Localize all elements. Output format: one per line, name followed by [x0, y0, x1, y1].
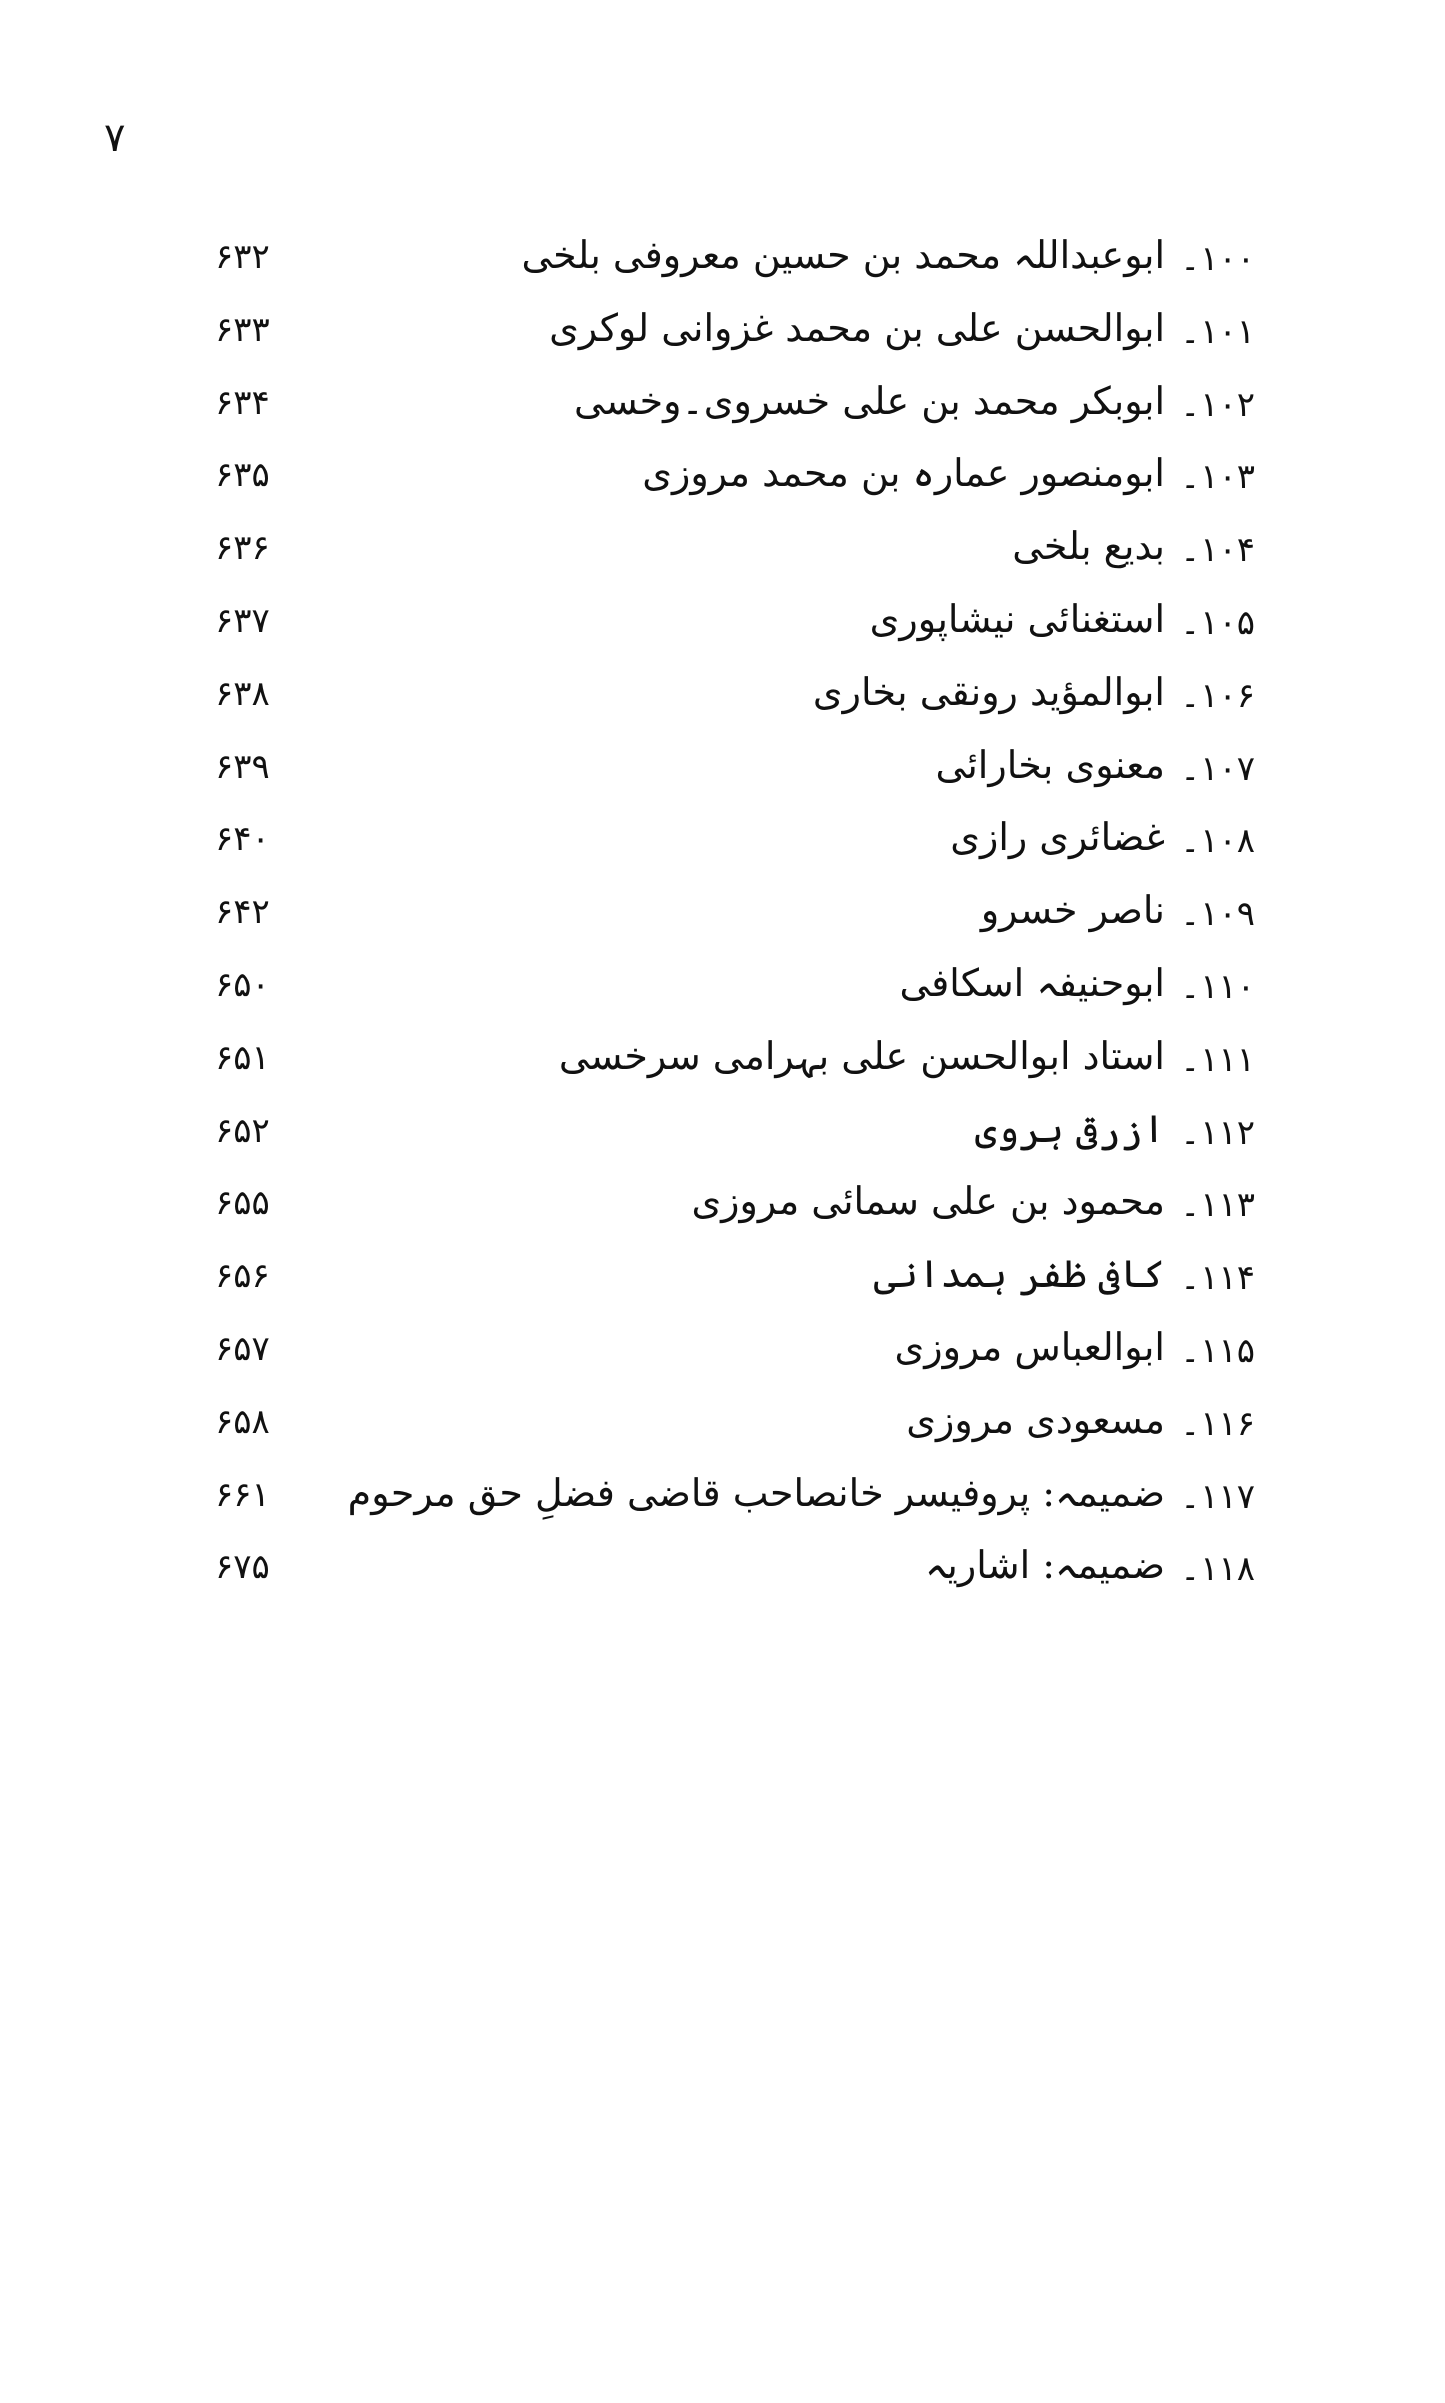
entry-number: ۱۱۲۔: [1180, 1112, 1255, 1153]
toc-entry: [0, 880, 1445, 953]
toc-entry: [0, 1463, 1445, 1536]
entry-page-number: ۶۷۵: [215, 1547, 270, 1588]
entry-number: ۱۱۵۔: [1180, 1330, 1255, 1371]
toc-entry: [0, 589, 1445, 662]
entry-number: ۱۰۷۔: [1180, 748, 1255, 789]
entry-title: استغنائی نیشاپوری: [869, 596, 1165, 641]
entry-title: استاد ابوالحسن علی بہرامی سرخسی: [558, 1033, 1165, 1078]
toc-entry: [0, 1535, 1445, 1608]
toc-entry: [0, 1317, 1445, 1390]
entry-number: ۱۰۵۔: [1180, 602, 1255, 643]
table-of-contents: [0, 225, 1445, 1608]
entry-page-number: ۶۵۶: [215, 1256, 270, 1297]
entry-title: ناصر خسرو: [980, 888, 1165, 933]
toc-entry: [0, 371, 1445, 444]
entry-title: غضائری رازی: [950, 815, 1165, 860]
entry-number: ۱۰۱۔: [1180, 311, 1255, 352]
entry-page-number: ۶۳۷: [215, 600, 270, 641]
entry-title: ابوعبداللہ محمد بن حسین معروفی بلخی: [521, 233, 1165, 277]
entry-number: ۱۱۳۔: [1180, 1185, 1255, 1226]
entry-title: ابوالمؤید رونقی بخاری: [812, 669, 1165, 714]
entry-number: ۱۱۸۔: [1180, 1549, 1255, 1590]
toc-entry: [0, 953, 1445, 1026]
entry-number: ۱۰۹۔: [1180, 894, 1255, 935]
toc-entry: [0, 516, 1445, 589]
toc-entry: [0, 225, 1445, 298]
entry-page-number: ۶۳۳: [215, 309, 270, 350]
entry-title: ابوبکر محمد بن علی خسروی۔وخسی: [574, 378, 1165, 423]
entry-page-number: ۶۳۶: [215, 528, 270, 569]
entry-page-number: ۶۴۲: [215, 892, 270, 933]
entry-number: ۱۱۰۔: [1180, 966, 1255, 1007]
toc-entry: [0, 807, 1445, 880]
entry-page-number: ۶۵۱: [215, 1037, 270, 1078]
entry-number: ۱۰۶۔: [1180, 675, 1255, 716]
toc-entry: [0, 1026, 1445, 1099]
entry-title: ابوالحسن علی بن محمد غزوانی لوکری: [549, 305, 1165, 350]
entry-title: بدیع بلخی: [1012, 524, 1165, 569]
entry-page-number: ۶۵۸: [215, 1401, 270, 1442]
entry-number: ۱۱۴۔: [1180, 1258, 1255, 1299]
toc-entry: [0, 298, 1445, 371]
entry-page-number: ۶۶۱: [215, 1474, 270, 1515]
entry-number: ۱۱۶۔: [1180, 1403, 1255, 1444]
entry-title: معنوی بخارائی: [935, 742, 1165, 787]
entry-title: کافی ظفر ہمدانی: [873, 1252, 1165, 1297]
entry-page-number: ۶۳۴: [215, 382, 270, 423]
toc-entry: [0, 1171, 1445, 1244]
entry-page-number: ۶۵۵: [215, 1183, 270, 1224]
entry-number: ۱۰۳۔: [1180, 457, 1255, 498]
entry-page-number: ۶۳۲: [215, 237, 270, 277]
entry-title: ابوحنیفہ اسکافی: [899, 960, 1165, 1005]
toc-entry: [0, 662, 1445, 735]
entry-number: ۱۱۱۔: [1180, 1039, 1255, 1080]
entry-page-number: ۶۵۷: [215, 1328, 270, 1369]
toc-entry: [0, 1099, 1445, 1172]
entry-title: محمود بن علی سمائی مروزی: [691, 1179, 1165, 1224]
page-number: ۷: [104, 115, 126, 161]
entry-page-number: ۶۳۵: [215, 455, 270, 496]
entry-title: ابومنصور عمارہ بن محمد مروزی: [642, 451, 1165, 496]
entry-number: ۱۰۰۔: [1180, 239, 1255, 279]
entry-page-number: ۶۳۹: [215, 746, 270, 787]
toc-entry: [0, 1390, 1445, 1463]
entry-title: ازرقی ہروی: [974, 1106, 1165, 1151]
entry-number: ۱۱۷۔: [1180, 1476, 1255, 1517]
toc-entry: [0, 735, 1445, 808]
toc-entry: [0, 443, 1445, 516]
toc-entry: [0, 1244, 1445, 1317]
entry-title: ضمیمہ: پروفیسر خانصاحب قاضی فضلِ حق مرحوم: [347, 1470, 1165, 1515]
entry-number: ۱۰۴۔: [1180, 530, 1255, 571]
entry-page-number: ۶۳۸: [215, 673, 270, 714]
entry-title: ضمیمہ: اشاریہ: [925, 1543, 1165, 1588]
entry-page-number: ۶۵۰: [215, 964, 270, 1005]
entry-number: ۱۰۲۔: [1180, 384, 1255, 425]
entry-number: ۱۰۸۔: [1180, 821, 1255, 862]
entry-title: ابوالعباس مروزی: [894, 1324, 1165, 1369]
entry-title: مسعودی مروزی: [906, 1397, 1165, 1442]
entry-page-number: ۶۵۲: [215, 1110, 270, 1151]
entry-page-number: ۶۴۰: [215, 819, 270, 860]
